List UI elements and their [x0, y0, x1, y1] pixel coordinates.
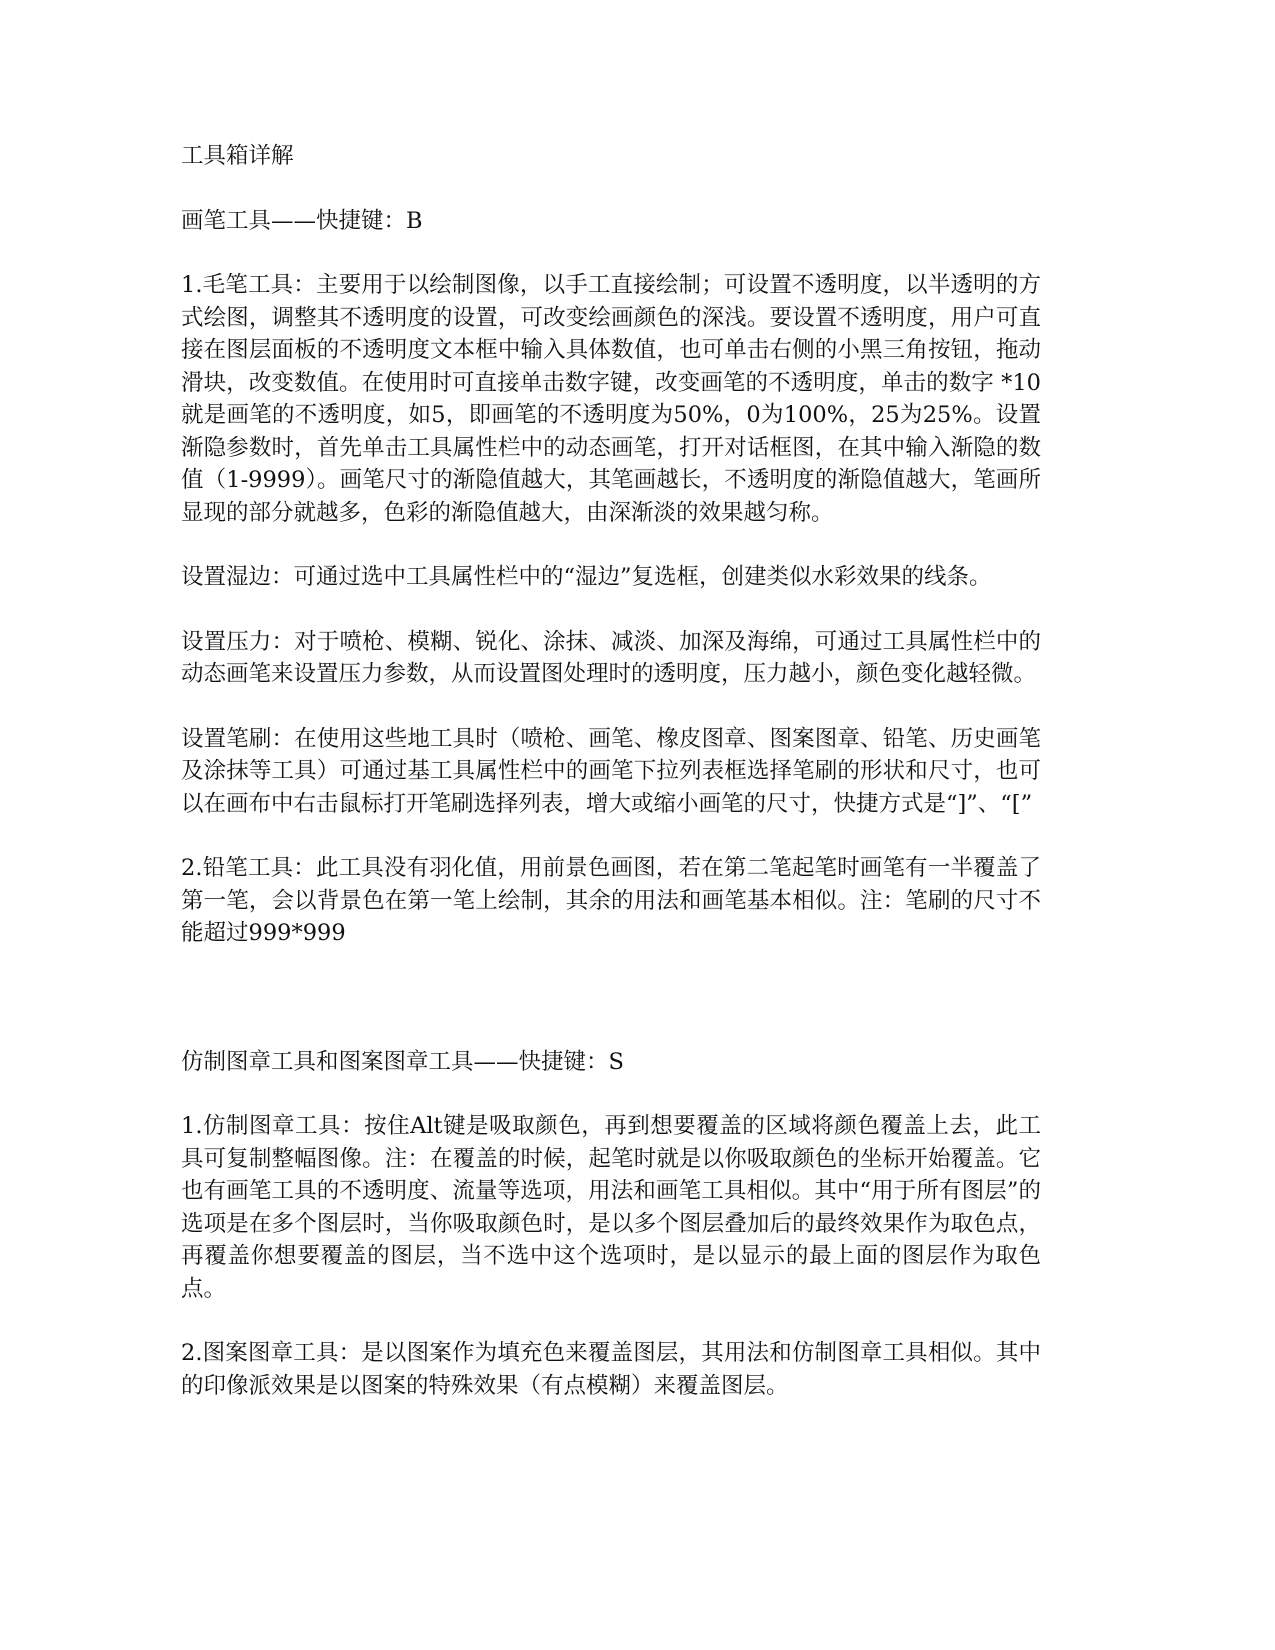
- document-title: 工具箱详解: [181, 143, 294, 169]
- document-page: [181, 140, 1041, 1402]
- section-heading-brush: 画笔工具——快捷键：B: [181, 207, 423, 234]
- paragraph-pattern-stamp: 2.图案图章工具：是以图案作为填充色来覆盖图层，其用法和仿制图章工具相似。其中的印像派效果是以图案的特殊效果（有点模糊）来覆盖图层。: [181, 1340, 1041, 1399]
- section-heading-stamp: 仿制图章工具和图案图章工具——快捷键：S: [181, 1048, 624, 1075]
- paragraph-brush-tip: 设置笔刷：在使用这些地工具时（喷枪、画笔、橡皮图章、图案图章、铅笔、历史画笔及涂抹等工具）可通过基工具属性栏中的画笔下拉列表框选择笔刷的形状和尺寸，也可以在画布中右击鼠标打开笔刷选择列表，增大或缩小画笔的尺寸，快捷方式是“]”、“[”: [181, 725, 1041, 817]
- paragraph-pencil-tool: 2.铅笔工具：此工具没有羽化值，用前景色画图，若在第二笔起笔时画笔有一半覆盖了第一笔，会以背景色在第一笔上绘制，其余的用法和画笔基本相似。注：笔刷的尺寸不能超过999*999: [181, 855, 1041, 946]
- paragraph-wet-edges: 设置湿边：可通过选中工具属性栏中的“湿边”复选框，创建类似水彩效果的线条。: [181, 564, 992, 590]
- paragraph-brush-tool: 1.毛笔工具：主要用于以绘制图像，以手工直接绘制；可设置不透明度，以半透明的方式绘图，调整其不透明度的设置，可改变绘画颜色的深浅。要设置不透明度，用户可直接在图层面板的不透明度文本框中输入具体数值，也可单击右侧的小黑三角按钮，拖动滑块，改变数值。在使用时可直接单击数字键，改变画笔的不透明度，单击的数字 *10就是画笔的不透明度，如5，即画笔的不透明度为50%，0为100%，25为25%。设置渐隐参数时，首先单击工具属性栏中的动态画笔，打开对话框图，在其中输入渐隐的数值（1-9999）。画笔尺寸的渐隐值越大，其笔画越长，不透明度的渐隐值越大，笔画所显现的部分就越多，色彩的渐隐值越大，由深渐淡的效果越匀称。: [181, 272, 1041, 526]
- paragraph-pressure: 设置压力：对于喷枪、模糊、锐化、涂抹、减淡、加深及海绵，可通过工具属性栏中的动态画笔来设置压力参数，从而设置图处理时的透明度，压力越小，颜色变化越轻微。: [181, 628, 1041, 687]
- paragraph-clone-stamp: 1.仿制图章工具：按住Alt键是吸取颜色，再到想要覆盖的区域将颜色覆盖上去，此工具可复制整幅图像。注：在覆盖的时候，起笔时就是以你吸取颜色的坐标开始覆盖。它也有画笔工具的不透明度、流量等选项，用法和画笔工具相似。其中“用于所有图层”的选项是在多个图层时，当你吸取颜色时，是以多个图层叠加后的最终效果作为取色点，再覆盖你想要覆盖的图层，当不选中这个选项时，是以显示的最上面的图层作为取色点。: [181, 1113, 1041, 1302]
